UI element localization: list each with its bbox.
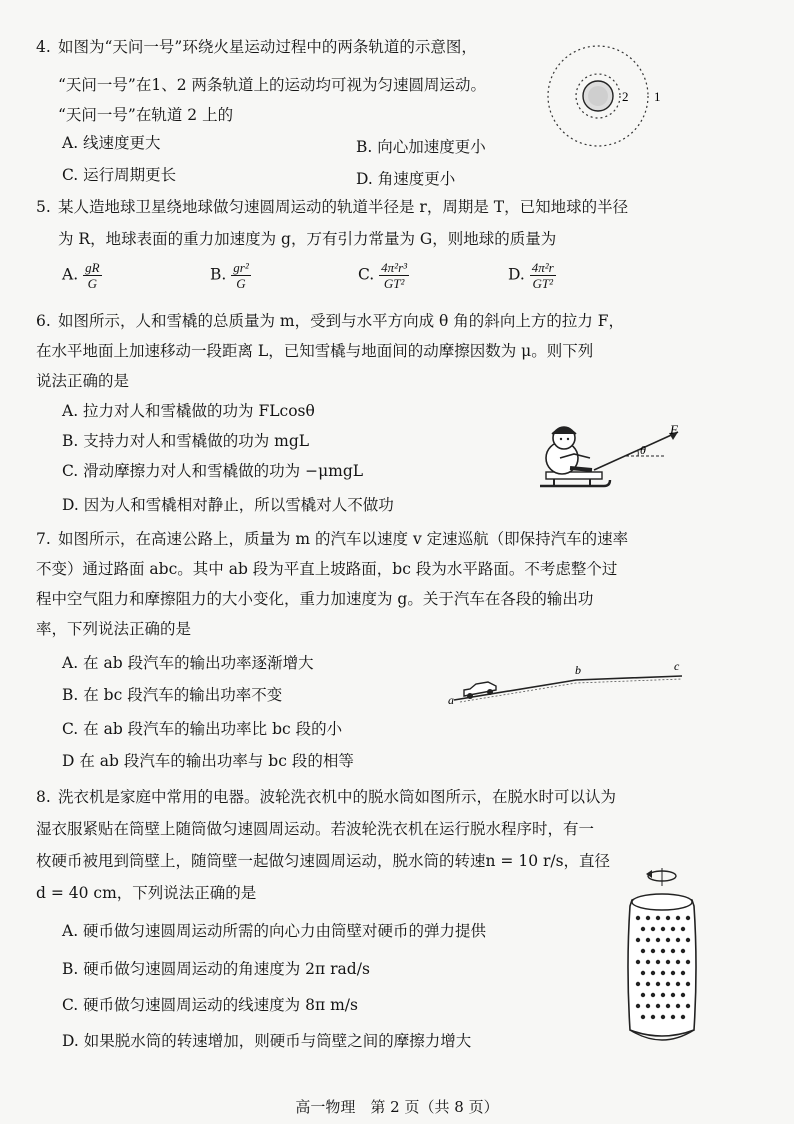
option-d[interactable]: D. 因为人和雪橇相对静止，所以雪橇对人不做功 — [62, 496, 394, 514]
drum-hole — [651, 993, 655, 997]
drum-hole — [666, 938, 670, 942]
road-diagram — [440, 656, 690, 708]
option-b[interactable]: B. 支持力对人和雪橇做的功为 mgL — [62, 432, 310, 450]
drum-hole — [676, 1004, 680, 1008]
drum-hole — [641, 993, 645, 997]
drum-hole — [636, 960, 640, 964]
drum-hole — [641, 927, 645, 931]
drum-hole — [641, 971, 645, 975]
drum-hole — [661, 1015, 665, 1019]
question-text-line: 枚硬币被甩到筒壁上，随筒壁一起做匀速圆周运动，脱水筒的转速n = 10 r/s，直径 — [36, 852, 611, 870]
drum-hole — [651, 949, 655, 953]
option-label: D. — [508, 265, 525, 284]
drum-hole — [656, 960, 660, 964]
spin-drum-diagram — [616, 866, 706, 1052]
drum-hole — [646, 960, 650, 964]
drum-hole — [656, 1004, 660, 1008]
fraction — [530, 260, 556, 291]
drum-hole — [636, 916, 640, 920]
angle-label: θ — [640, 443, 646, 457]
option-c[interactable]: C. 运行周期更长 — [62, 166, 177, 184]
denominator: GT² — [532, 276, 553, 291]
drum-hole — [676, 916, 680, 920]
drum-hole — [666, 916, 670, 920]
option-a[interactable]: A. 线速度更大 — [62, 134, 161, 152]
denominator: G — [236, 276, 246, 291]
force-arrow — [594, 432, 678, 470]
drum-hole — [671, 993, 675, 997]
drum-hole — [686, 982, 690, 986]
numerator: 4π²r³ — [381, 260, 408, 275]
question-text-line: 在水平地面上加速移动一段距离 L，已知雪橇与地面间的动摩擦因数为 μ。则下列 — [36, 342, 594, 360]
option-a[interactable] — [62, 260, 102, 291]
question-text-line: 某人造地球卫星绕地球做匀速圆周运动的轨道半径是 r，周期是 T，已知地球的半径 — [58, 198, 629, 216]
orbit-diagram — [536, 40, 676, 152]
question-text-line: 如图所示，人和雪橇的总质量为 m，受到与水平方向成 θ 角的斜向上方的拉力 F， — [58, 312, 624, 330]
question-text-line: 率，下列说法正确的是 — [36, 620, 192, 638]
option-d[interactable]: D. 如果脱水筒的转速增加，则硬币与筒壁之间的摩擦力增大 — [62, 1032, 472, 1050]
question-text-line: “天问一号”在轨道 2 上的 — [58, 106, 234, 124]
drum-hole — [641, 949, 645, 953]
drum-hole — [646, 1004, 650, 1008]
drum-hole — [646, 938, 650, 942]
option-label: A. — [62, 265, 79, 284]
drum-hole — [676, 960, 680, 964]
fraction — [83, 260, 101, 291]
option-a[interactable]: A. 硬币做匀速圆周运动所需的向心力由筒壁对硬币的弹力提供 — [62, 922, 487, 940]
denominator: GT² — [383, 276, 405, 291]
option-label: C. — [358, 265, 375, 284]
numerator: gR — [85, 260, 100, 275]
option-d[interactable]: D. 角速度更小 — [356, 170, 456, 188]
question-text-line: “天问一号”在1、2 两条轨道上的运动均可视为匀速圆周运动。 — [58, 76, 487, 94]
option-label: B. — [210, 265, 227, 284]
sled-diagram — [530, 424, 690, 502]
question-number: 7. — [36, 530, 51, 548]
option-d[interactable]: D 在 ab 段汽车的输出功率与 bc 段的相等 — [62, 752, 354, 770]
drum-hole — [681, 993, 685, 997]
question-text-line: 如图为“天问一号”环绕火星运动过程中的两条轨道的示意图， — [58, 38, 477, 56]
drum-hole — [686, 960, 690, 964]
drum-hole — [641, 1015, 645, 1019]
drum-hole — [646, 916, 650, 920]
question-text-line: d = 40 cm，下列说法正确的是 — [36, 884, 257, 902]
option-d[interactable] — [508, 260, 556, 291]
question-number: 4. — [36, 38, 51, 56]
drum-hole — [686, 1004, 690, 1008]
option-a[interactable]: A. 拉力对人和雪橇做的功为 FLcosθ — [62, 402, 315, 420]
drum-hole — [671, 1015, 675, 1019]
drum-hole — [676, 938, 680, 942]
drum-hole — [661, 993, 665, 997]
option-b[interactable]: B. 向心加速度更小 — [356, 138, 486, 156]
drum-hole — [636, 938, 640, 942]
fraction — [231, 260, 250, 291]
question-text-line: 洗衣机是家庭中常用的电器。波轮洗衣机中的脱水筒如图所示，在脱水时可以认为 — [58, 788, 617, 806]
question-text-line: 如图所示，在高速公路上，质量为 m 的汽车以速度 v 定速巡航（即保持汽车的速率 — [58, 530, 629, 548]
question-number: 6. — [36, 312, 51, 330]
sled-runner — [540, 480, 610, 486]
drum-hole — [636, 982, 640, 986]
denominator: G — [87, 276, 97, 291]
option-b[interactable]: B. 硬币做匀速圆周运动的角速度为 2π rad/s — [62, 960, 370, 978]
point-a-label: a — [448, 693, 454, 707]
option-b[interactable] — [210, 260, 251, 291]
question-number: 5. — [36, 198, 51, 216]
numerator: 4π²r — [531, 260, 554, 275]
question-text-line: 为 R，地球表面的重力加速度为 g，万有引力常量为 G，则地球的质量为 — [58, 230, 557, 248]
drum-hole — [666, 982, 670, 986]
drum-hole — [676, 982, 680, 986]
option-c[interactable] — [358, 260, 409, 291]
orbit-2-label: 2 — [622, 89, 629, 104]
drum-hole — [671, 971, 675, 975]
drum-hole — [636, 1004, 640, 1008]
drum-hole — [656, 938, 660, 942]
drum-hole — [661, 927, 665, 931]
drum-hole — [681, 927, 685, 931]
force-label: F — [670, 424, 678, 437]
drum-hole — [671, 927, 675, 931]
drum-hole — [656, 982, 660, 986]
sled-seat — [546, 472, 602, 479]
drum-hole — [666, 960, 670, 964]
numerator: gr² — [233, 260, 249, 275]
point-c-label: c — [674, 659, 680, 673]
drum-hole — [681, 1015, 685, 1019]
drum-hole — [651, 927, 655, 931]
drum-hole — [686, 916, 690, 920]
drum-hole — [656, 916, 660, 920]
drum-hole — [646, 982, 650, 986]
question-text-line: 说法正确的是 — [36, 372, 130, 390]
option-c[interactable]: C. 在 ab 段汽车的输出功率比 bc 段的小 — [62, 720, 343, 738]
drum-hole — [666, 1004, 670, 1008]
drum-hole — [661, 949, 665, 953]
drum-hole — [661, 971, 665, 975]
fraction — [379, 260, 409, 291]
point-b-label: b — [575, 663, 581, 677]
option-a[interactable]: A. 在 ab 段汽车的输出功率逐渐增大 — [62, 654, 314, 672]
question-number: 8. — [36, 788, 51, 806]
orbit-1-label: 1 — [654, 89, 661, 104]
drum-hole — [651, 971, 655, 975]
question-text-line: 不变）通过路面 abc。其中 ab 段为平直上坡路面，bc 段为水平路面。不考虑整个过 — [36, 560, 618, 578]
drum-hole — [681, 971, 685, 975]
option-c[interactable]: C. 滑动摩擦力对人和雪橇做的功为 −μmgL — [62, 462, 364, 480]
option-b[interactable]: B. 在 bc 段汽车的输出功率不变 — [62, 686, 283, 704]
drum-hole — [651, 1015, 655, 1019]
option-c[interactable]: C. 硬币做匀速圆周运动的线速度为 8π m/s — [62, 996, 358, 1014]
drum-hole — [671, 949, 675, 953]
question-text-line: 程中空气阻力和摩擦阻力的大小变化，重力加速度为 g。关于汽车在各段的输出功 — [36, 590, 594, 608]
question-text-line: 湿衣服紧贴在筒壁上随筒做匀速圆周运动。若波轮洗衣机在运行脱水程序时，有一 — [36, 820, 595, 838]
drum-hole — [681, 949, 685, 953]
drum-hole — [686, 938, 690, 942]
page-footer: 高一物理 第 2 页（共 8 页） — [295, 1098, 499, 1116]
